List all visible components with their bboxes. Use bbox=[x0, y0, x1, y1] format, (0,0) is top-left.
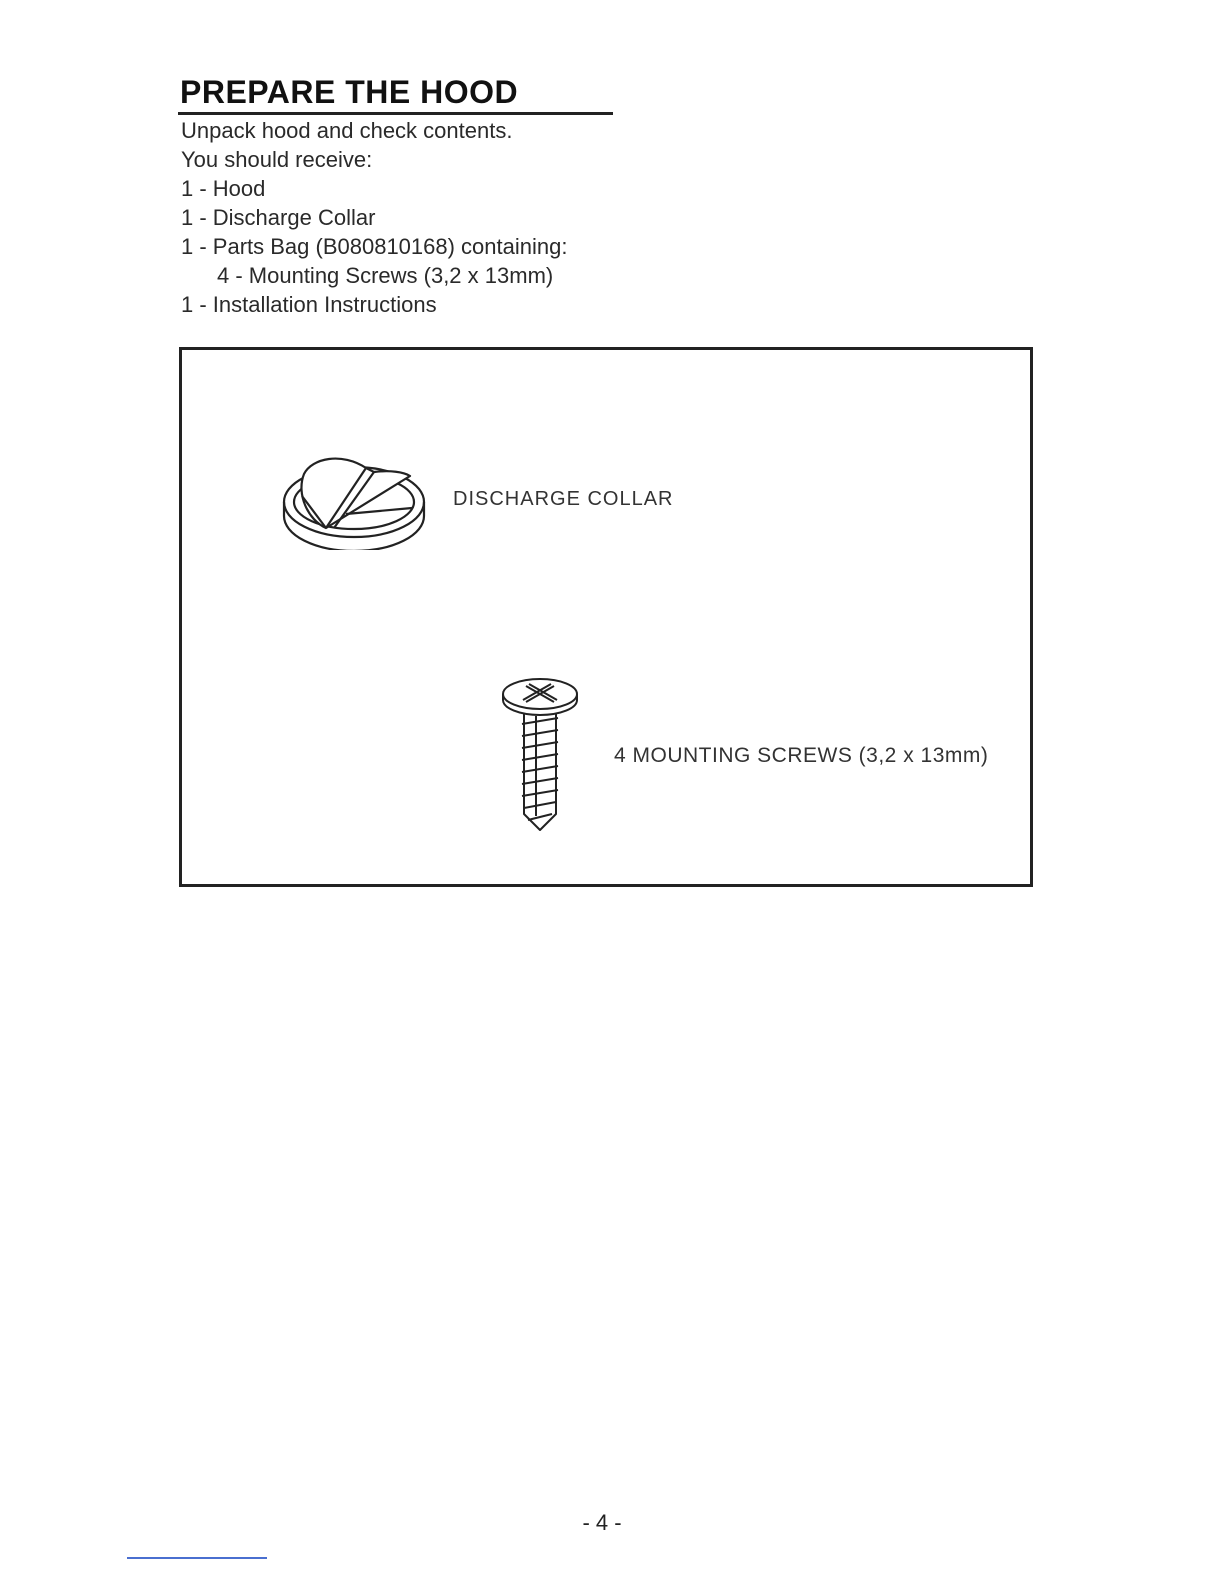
list-item-sub: 4 - Mounting Screws (3,2 x 13mm) bbox=[217, 263, 554, 288]
list-item: 1 - Discharge Collar bbox=[181, 205, 376, 230]
intro-line: You should receive: bbox=[181, 147, 373, 172]
footer-rule bbox=[127, 1557, 267, 1559]
collar-label: DISCHARGE COLLAR bbox=[453, 488, 674, 510]
list-item: 1 - Parts Bag (B080810168) containing: bbox=[181, 234, 568, 259]
section-title: PREPARE THE HOOD bbox=[180, 74, 519, 110]
title-underline bbox=[178, 112, 613, 115]
page-number: - 4 - bbox=[582, 1510, 622, 1535]
mounting-screw-icon bbox=[500, 676, 584, 836]
parts-figure-box bbox=[179, 347, 1033, 887]
list-item: 1 - Installation Instructions bbox=[181, 292, 437, 317]
intro-line: Unpack hood and check contents. bbox=[181, 118, 513, 143]
contents-list bbox=[181, 116, 567, 319]
screws-label: 4 MOUNTING SCREWS (3,2 x 13mm) bbox=[614, 744, 989, 767]
discharge-collar-icon bbox=[282, 450, 432, 550]
list-item: 1 - Hood bbox=[181, 176, 266, 201]
